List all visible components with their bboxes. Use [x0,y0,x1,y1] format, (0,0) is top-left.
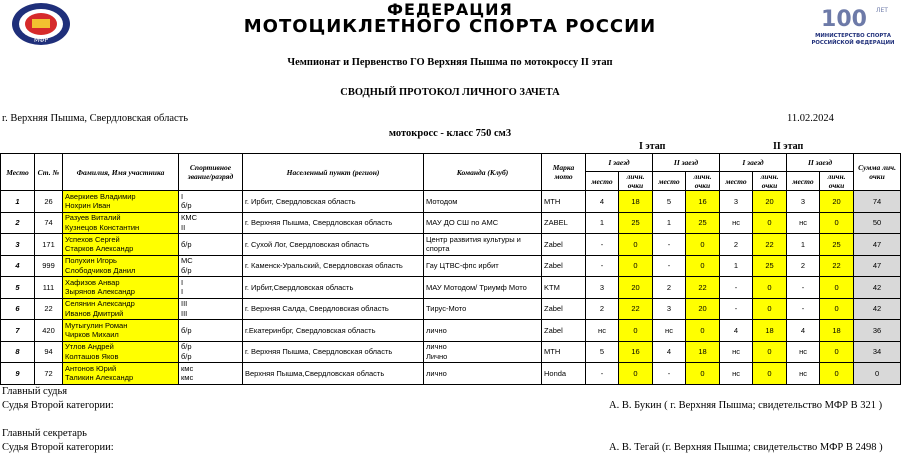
cell-team [424,341,542,363]
chief-secretary-label: Главный секретарь [2,428,87,439]
rider1-rank: б/р [181,239,192,249]
championship-title: Чемпионат и Первенство ГО Верхняя Пышма по мотокроссу II этап [287,57,613,68]
cell-s2r2-pts: 0 [820,298,854,320]
event-date: 11.02.2024 [787,113,834,124]
cell-moto: MTH [542,341,586,363]
cell-s2r1-pts: 0 [753,363,787,385]
rider1-name: Полухин Игорь [65,256,117,266]
cell-s1r2-pts: 0 [686,363,720,385]
table-row [1,255,901,277]
team-line2: Лично [426,351,448,361]
col-stage2-race2: II заезд [787,154,854,172]
protocol-title: СВОДНЫЙ ПРОТОКОЛ ЛИЧНОГО ЗАЧЕТА [340,87,560,98]
cell-s2r1-pts: 0 [753,298,787,320]
cell-team [424,277,542,299]
table-row [1,298,901,320]
cell-s2r1-pts: 0 [753,212,787,234]
cell-s2r1-pos: 2 [720,234,753,256]
cell-s1r2-pos: 2 [653,277,686,299]
rider2-rank: II [181,222,186,232]
cell-place: 5 [1,277,35,299]
cell-s2r1-pts: 0 [753,277,787,299]
ministry-logo-sup: ЛЕТ [876,7,888,14]
ministry-logo-number: 100 [821,7,867,32]
cell-place: 1 [1,191,35,213]
cell-s2r2-pos: 3 [787,191,820,213]
cell-s1r2-pos: 5 [653,191,686,213]
cell-s1r2-pts: 25 [686,212,720,234]
rider2-name: Колташов Яков [65,351,119,361]
col-stage1-race1: I заезд [586,154,653,172]
cell-s1r1-pos: 1 [586,212,619,234]
cell-s1r2-pts: 18 [686,341,720,363]
cell-rank [179,255,243,277]
cell-team [424,234,542,256]
cell-total: 0 [854,363,901,385]
cell-team [424,363,542,385]
cell-total: 42 [854,277,901,299]
cell-moto: Zabel [542,255,586,277]
cell-s1r1-pts: 16 [619,341,653,363]
rider1-rank: I [181,191,184,201]
rider1-name: Аверкиев Владимир [65,191,136,201]
cell-place: 8 [1,341,35,363]
cell-s2r2-pts: 0 [820,277,854,299]
cell-s1r2-pts: 0 [686,234,720,256]
cell-team [424,212,542,234]
rider2-name: Старков Александр [65,244,134,254]
col-stage1-race2: II заезд [653,154,720,172]
cell-rank [179,320,243,342]
cell-s2r1-pos: 3 [720,191,753,213]
team-line1: Тирус-Мото [426,304,467,313]
cell-s1r1-pos: 2 [586,298,619,320]
rider1-rank: б/р [181,342,192,352]
cell-name [63,255,179,277]
event-location: г. Верхняя Пышма, Свердловская область [2,113,189,124]
chief-secretary-signature: А. В. Тегай (г. Верхняя Пышма; свидетельство МФР В 2498 ) [609,442,883,453]
team-line1: лично [426,368,447,378]
col-total: Сумма лич. очки [854,154,901,191]
team-line2: спорта [426,244,450,254]
team-line1: лично [426,342,447,352]
rider2-name: Зырянов Александр [65,287,135,297]
cell-name [63,191,179,213]
rider1-rank: I [181,277,184,287]
cell-s1r2-pts: 0 [686,320,720,342]
ministry-caption-1: МИНИСТЕРСТВО СПОРТА [815,33,891,39]
cell-s2r1-pos: 1 [720,255,753,277]
cell-name [63,363,179,385]
cell-s1r1-pts: 0 [619,363,653,385]
rider1-name: Селянин Александр [65,299,135,309]
cell-total: 47 [854,255,901,277]
cell-total: 74 [854,191,901,213]
table-row [1,363,901,385]
rider1-rank: кмс [181,363,194,373]
cell-num: 74 [35,212,63,234]
cell-moto: Zabel [542,234,586,256]
cell-city: г. Верхняя Пышма, Свердловская область [243,212,424,234]
cell-s1r1-pts: 0 [619,234,653,256]
rider1-name: Хафизов Анвар [65,277,120,287]
cell-s1r2-pos: - [653,234,686,256]
rider1-name: Мутыгулин Роман [65,320,128,330]
stage2-label: II этап [773,141,804,152]
cell-s2r2-pts: 0 [820,341,854,363]
table-row [1,212,901,234]
ministry-logo-icon [811,2,895,48]
table-row [1,277,901,299]
cell-s1r1-pos: нс [586,320,619,342]
cell-s2r1-pts: 20 [753,191,787,213]
ministry-caption-2: РОССИЙСКОЙ ФЕДЕРАЦИИ [811,40,895,46]
cell-place: 3 [1,234,35,256]
cell-s2r2-pos: нс [787,341,820,363]
cell-moto: MTH [542,191,586,213]
cell-s2r1-pts: 25 [753,255,787,277]
chief-judge-signature: А. В. Букин ( г. Верхняя Пышма; свидетельство МФР В 321 ) [609,400,883,411]
team-line1: МАУ ДО СШ по АМС [426,218,499,227]
cell-s1r2-pts: 20 [686,298,720,320]
rider1-rank: б/р [181,325,192,335]
cell-team [424,191,542,213]
cell-s2r2-pts: 0 [820,363,854,385]
cell-total: 36 [854,320,901,342]
rider1-rank: КМС [181,213,198,223]
cell-total: 34 [854,341,901,363]
cell-rank [179,191,243,213]
cell-rank [179,212,243,234]
judge-category-2: Судья Второй категории: [2,442,114,453]
team-line1: МАУ Мотодом/ Триумф Мото [426,282,527,292]
cell-s2r2-pts: 25 [820,234,854,256]
cell-place: 9 [1,363,35,385]
col-name: Фамилия, Имя участника [63,154,179,191]
team-line1: Центр развития культуры и [426,234,521,244]
table-row [1,234,901,256]
rider2-name: Чирков Михаил [65,330,119,340]
cell-place: 7 [1,320,35,342]
cell-moto: Zabel [542,298,586,320]
cell-s2r2-pos: - [787,298,820,320]
cell-moto: Honda [542,363,586,385]
cell-s1r1-pts: 0 [619,255,653,277]
cell-place: 4 [1,255,35,277]
cell-name [63,234,179,256]
team-line1: лично [426,325,447,335]
rider2-rank: III [181,308,188,318]
cell-s1r2-pos: 3 [653,298,686,320]
cell-num: 111 [35,277,63,299]
cell-rank [179,234,243,256]
col-rank: Спортивное звание/разряд [179,154,243,191]
cell-s2r2-pts: 18 [820,320,854,342]
cell-s2r1-pos: - [720,277,753,299]
cell-s2r1-pos: нс [720,341,753,363]
cell-s1r1-pts: 0 [619,320,653,342]
cell-s1r1-pts: 25 [619,212,653,234]
cell-city: г. Каменск-Уральский, Свердловская область [243,255,424,277]
col-pts: личн. очки [686,172,720,191]
cell-s2r2-pos: 2 [787,255,820,277]
cell-num: 420 [35,320,63,342]
col-city: Населенный пункт (регион) [243,154,424,191]
col-pts: личн. очки [619,172,653,191]
cell-s1r2-pos: - [653,363,686,385]
cell-total: 42 [854,298,901,320]
cell-s1r1-pos: - [586,363,619,385]
cell-city: г. Верхняя Пышма, Свердловская область [243,341,424,363]
cell-s2r1-pts: 18 [753,320,787,342]
cell-moto: ZABEL [542,212,586,234]
cell-name [63,298,179,320]
cell-num: 999 [35,255,63,277]
col-stage2-race1: I заезд [720,154,787,172]
cell-num: 72 [35,363,63,385]
cell-num: 26 [35,191,63,213]
cell-s1r2-pos: - [653,255,686,277]
cell-name [63,212,179,234]
cell-s1r2-pts: 16 [686,191,720,213]
col-team: Команда (Клуб) [424,154,542,191]
col-moto: Марка мото [542,154,586,191]
rider1-name: Разуев Виталий [65,213,121,223]
cell-moto: KTM [542,277,586,299]
col-pos: место [586,172,619,191]
results-table [0,153,901,385]
cell-num: 94 [35,341,63,363]
cell-total: 50 [854,212,901,234]
cell-s1r2-pts: 22 [686,277,720,299]
cell-s2r1-pos: 4 [720,320,753,342]
cell-s2r2-pos: 1 [787,234,820,256]
cell-rank [179,363,243,385]
cell-city: г. Верхняя Салда, Свердловская область [243,298,424,320]
rider2-rank: б/р [181,351,192,361]
org-title-line2: МОТОЦИКЛЕТНОГО СПОРТА РОССИИ [243,16,657,37]
col-pos: место [787,172,820,191]
col-pts: личн. очки [753,172,787,191]
cell-place: 2 [1,212,35,234]
judge-category-1: Судья Второй категории: [2,400,114,411]
rider2-rank: б/р [181,201,192,211]
rider2-name: Таликин Александр [65,373,134,383]
cell-city: г. Ирбит,Свердловская область [243,277,424,299]
cell-place: 6 [1,298,35,320]
cell-s1r1-pos: - [586,234,619,256]
rider2-name: Слободчиков Данил [65,265,136,275]
rider2-rank: б/р [181,265,192,275]
cell-s2r1-pts: 0 [753,341,787,363]
cell-s2r2-pts: 0 [820,212,854,234]
cell-s1r1-pos: 4 [586,191,619,213]
cell-s2r2-pts: 22 [820,255,854,277]
team-line1: Мотодом [426,196,458,206]
cell-s1r2-pos: 4 [653,341,686,363]
rider1-name: Успехов Сергей [65,234,120,244]
team-line1: Гау ЦТВС-фпс ирбит [426,261,499,270]
cell-s1r1-pos: - [586,255,619,277]
chief-judge-label: Главный судья [2,386,68,397]
cell-s1r2-pos: нс [653,320,686,342]
org-title-line1: ФЕДЕРАЦИЯ [387,0,513,19]
rider2-name: Нохрин Иван [65,201,111,211]
col-pos: место [653,172,686,191]
cell-rank [179,277,243,299]
class-title: мотокросс - класс 750 см3 [388,128,512,139]
rider2-name: Иванов Дмитрий [65,308,124,318]
rider2-name: Кузнецов Константин [65,222,140,232]
cell-total: 47 [854,234,901,256]
cell-city: г. Сухой Лог, Свердловская область [243,234,424,256]
col-num: Ст. № [35,154,63,191]
cell-s2r2-pos: нс [787,363,820,385]
cell-city: г. Ирбит, Свердловская область [243,191,424,213]
table-row [1,341,901,363]
cell-team [424,255,542,277]
cell-name [63,341,179,363]
cell-s1r1-pos: 5 [586,341,619,363]
cell-s1r2-pos: 1 [653,212,686,234]
cell-name [63,320,179,342]
cell-s2r1-pts: 22 [753,234,787,256]
rider1-rank: МС [181,256,193,266]
cell-s2r2-pts: 20 [820,191,854,213]
cell-team [424,320,542,342]
cell-s2r2-pos: 4 [787,320,820,342]
rider1-name: Антонов Юрий [65,363,117,373]
rider2-rank: кмс [181,373,194,383]
mfr-logo-text: МФР [34,37,48,44]
cell-s1r1-pts: 22 [619,298,653,320]
table-row [1,320,901,342]
cell-name [63,277,179,299]
col-pos: место [720,172,753,191]
rider1-name: Утлов Андрей [65,342,114,352]
cell-s1r1-pts: 18 [619,191,653,213]
cell-s1r1-pos: 3 [586,277,619,299]
col-pts: личн. очки [820,172,854,191]
cell-city: г.Екатеринбрг, Свердловская область [243,320,424,342]
cell-moto: Zabel [542,320,586,342]
cell-rank [179,341,243,363]
cell-city: Верхняя Пышма,Свердловская область [243,363,424,385]
table-row [1,191,901,213]
rider1-rank: III [181,299,188,309]
stage1-label: I этап [639,141,666,152]
page-header [0,0,900,50]
rider2-rank: I [181,287,184,297]
col-place: Место [1,154,35,191]
cell-s2r2-pos: нс [787,212,820,234]
cell-s2r1-pos: нс [720,212,753,234]
cell-num: 171 [35,234,63,256]
cell-s2r1-pos: нс [720,363,753,385]
cell-s2r1-pos: - [720,298,753,320]
cell-s2r2-pos: - [787,277,820,299]
cell-num: 22 [35,298,63,320]
cell-team [424,298,542,320]
cell-s1r1-pts: 20 [619,277,653,299]
cell-rank [179,298,243,320]
cell-s1r2-pts: 0 [686,255,720,277]
